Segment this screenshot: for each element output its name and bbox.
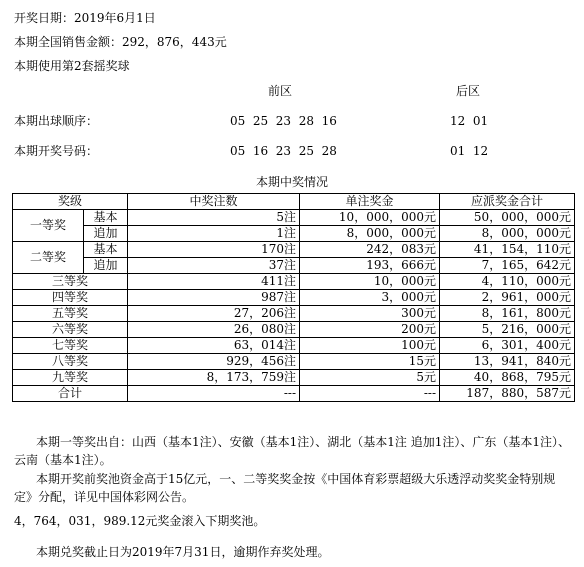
deadline-note: 本期兑奖截止日为2019年7月31日，逾期作弃奖处理。 bbox=[36, 545, 330, 559]
total-cell: 7，165，642元 bbox=[440, 258, 575, 274]
count-cell: 27，206注 bbox=[128, 306, 300, 322]
draw-date: 开奖日期：2019年6月1日 bbox=[14, 11, 156, 25]
total-label: 合计 bbox=[13, 386, 128, 402]
level-cell: 六等奖 bbox=[13, 322, 128, 338]
table-row bbox=[13, 338, 575, 354]
prize-table-title: 本期中奖情况 bbox=[255, 175, 328, 189]
count-cell: 8，173，759注 bbox=[128, 370, 300, 386]
extra-label: 追加 bbox=[84, 258, 128, 274]
table-row bbox=[13, 226, 575, 242]
header-total: 应派奖金合计 bbox=[440, 194, 575, 210]
table-row bbox=[13, 370, 575, 386]
count-cell: 987注 bbox=[128, 290, 300, 306]
total-cell: 13，941，840元 bbox=[440, 354, 575, 370]
total-cell: 8，000，000元 bbox=[440, 226, 575, 242]
first-prize-label: 一等奖 bbox=[13, 210, 84, 242]
draw-order-front: 05 25 23 28 16 bbox=[230, 114, 337, 128]
prize-cell: 242，083元 bbox=[300, 242, 440, 258]
table-row bbox=[13, 354, 575, 370]
total-cell: 187，880，587元 bbox=[440, 386, 575, 402]
draw-numbers-back: 01 12 bbox=[450, 144, 489, 158]
prize-cell: --- bbox=[300, 386, 440, 402]
total-cell: 8，161，800元 bbox=[440, 306, 575, 322]
second-prize-label: 二等奖 bbox=[13, 242, 84, 274]
total-cell: 50，000，000元 bbox=[440, 210, 575, 226]
prize-cell: 300元 bbox=[300, 306, 440, 322]
draw-numbers-label: 本期开奖号码： bbox=[14, 144, 99, 158]
table-row bbox=[13, 210, 575, 226]
back-zone-label: 后区 bbox=[456, 84, 481, 98]
table-row bbox=[13, 322, 575, 338]
ball-set: 本期使用第2套摇奖球 bbox=[14, 59, 130, 73]
prize-cell: 3，000元 bbox=[300, 290, 440, 306]
extra-label: 追加 bbox=[84, 226, 128, 242]
count-cell: 929，456注 bbox=[128, 354, 300, 370]
total-cell: 6，301，400元 bbox=[440, 338, 575, 354]
table-header-row bbox=[13, 194, 575, 210]
table-total-row bbox=[13, 386, 575, 402]
prize-cell: 5元 bbox=[300, 370, 440, 386]
total-cell: 40，868，795元 bbox=[440, 370, 575, 386]
rollover-note: 4，764，031，989.12元奖金滚入下期奖池。 bbox=[14, 514, 266, 528]
prize-cell: 193，666元 bbox=[300, 258, 440, 274]
header-count: 中奖注数 bbox=[128, 194, 300, 210]
table-row bbox=[13, 274, 575, 290]
draw-numbers-front: 05 16 23 25 28 bbox=[230, 144, 337, 158]
level-cell: 九等奖 bbox=[13, 370, 128, 386]
prize-cell: 100元 bbox=[300, 338, 440, 354]
level-cell: 五等奖 bbox=[13, 306, 128, 322]
count-cell: 411注 bbox=[128, 274, 300, 290]
table-row bbox=[13, 306, 575, 322]
total-cell: 2，961，000元 bbox=[440, 290, 575, 306]
front-zone-label: 前区 bbox=[268, 84, 293, 98]
total-cell: 5，216，000元 bbox=[440, 322, 575, 338]
count-cell: 170注 bbox=[128, 242, 300, 258]
total-cell: 4，110，000元 bbox=[440, 274, 575, 290]
count-cell: 26，080注 bbox=[128, 322, 300, 338]
sales-amount: 本期全国销售金额：292，876，443元 bbox=[14, 35, 227, 49]
level-cell: 三等奖 bbox=[13, 274, 128, 290]
basic-label: 基本 bbox=[84, 242, 128, 258]
prize-cell: 8，000，000元 bbox=[300, 226, 440, 242]
prize-cell: 10，000，000元 bbox=[300, 210, 440, 226]
pool-rule-note: 本期开奖前奖池资金高于15亿元，一、二等奖奖金按《中国体育彩票超级大乐透浮动奖奖金特别规定》分配，详见中国体彩网公告。 bbox=[14, 472, 556, 504]
basic-label: 基本 bbox=[84, 210, 128, 226]
header-level: 奖级 bbox=[13, 194, 128, 210]
count-cell: 5注 bbox=[128, 210, 300, 226]
count-cell: 37注 bbox=[128, 258, 300, 274]
prize-cell: 10，000元 bbox=[300, 274, 440, 290]
prize-cell: 200元 bbox=[300, 322, 440, 338]
count-cell: 1注 bbox=[128, 226, 300, 242]
level-cell: 七等奖 bbox=[13, 338, 128, 354]
table-row bbox=[13, 258, 575, 274]
total-cell: 41，154，110元 bbox=[440, 242, 575, 258]
count-cell: 63，014注 bbox=[128, 338, 300, 354]
prize-cell: 15元 bbox=[300, 354, 440, 370]
level-cell: 四等奖 bbox=[13, 290, 128, 306]
draw-order-back: 12 01 bbox=[450, 114, 489, 128]
draw-order-label: 本期出球顺序： bbox=[14, 114, 99, 128]
table-row bbox=[13, 242, 575, 258]
count-cell: --- bbox=[128, 386, 300, 402]
first-prize-origin-note: 本期一等奖出自：山西（基本1注）、安徽（基本1注）、湖北（基本1注 追加1注）、广东（基本1注）、云南（基本1注）。 bbox=[14, 435, 570, 467]
table-row bbox=[13, 290, 575, 306]
prize-table bbox=[12, 193, 575, 402]
level-cell: 八等奖 bbox=[13, 354, 128, 370]
header-prize: 单注奖金 bbox=[300, 194, 440, 210]
